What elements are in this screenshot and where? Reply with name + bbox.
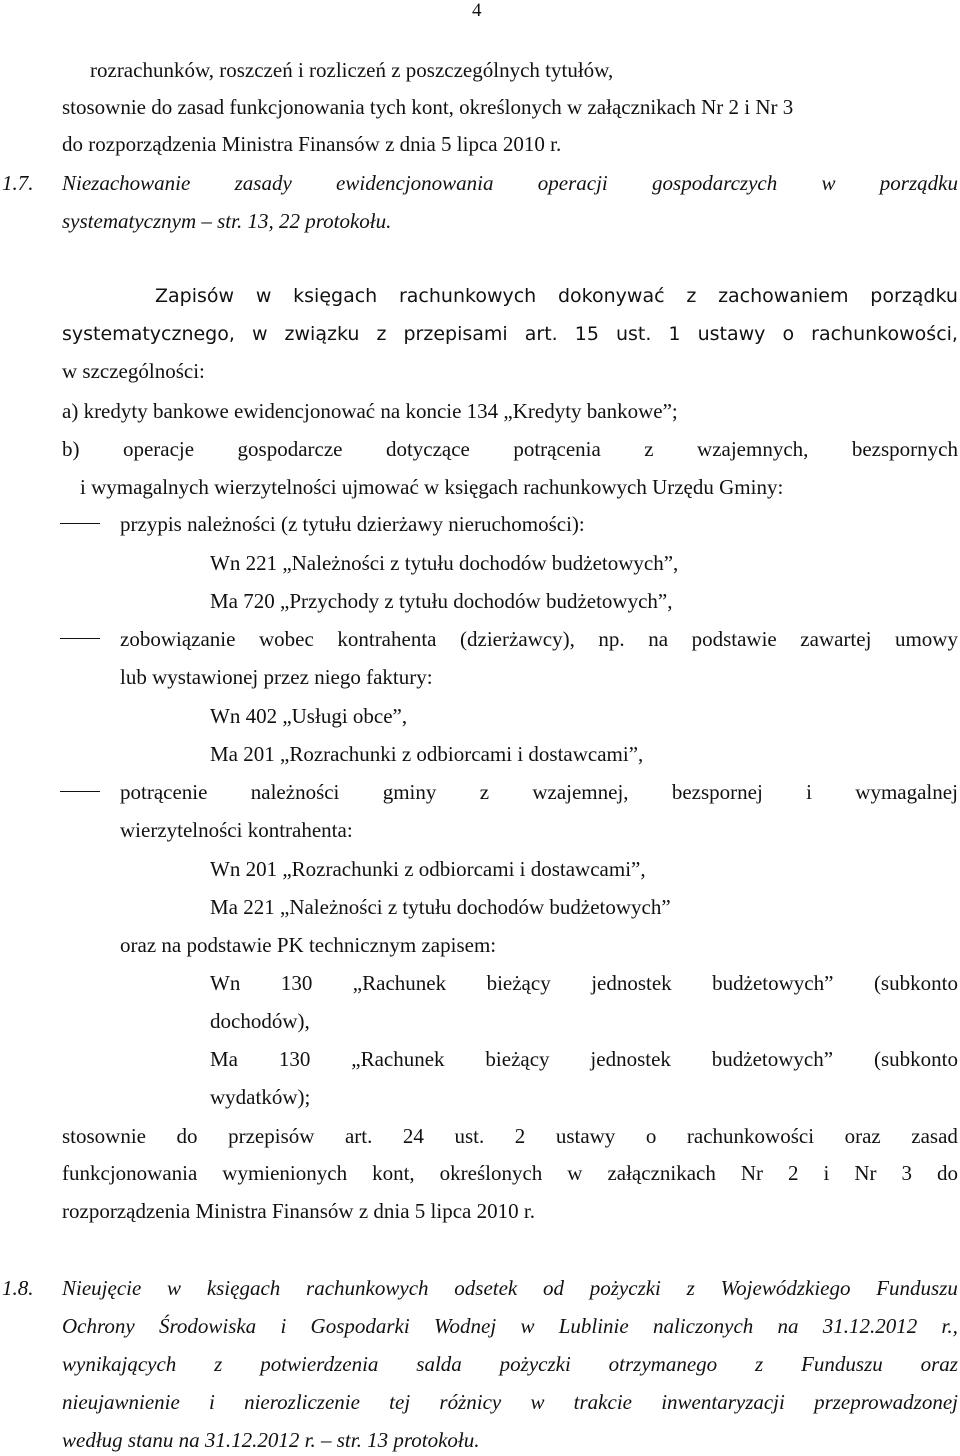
word: ustawy xyxy=(555,1124,616,1148)
word: Nieujęcie xyxy=(62,1276,142,1300)
text-line: rozrachunków, roszczeń i rozliczeń z poszczególnych tytułów, xyxy=(90,58,614,82)
entry-credit: Ma 221 „Należności z tytułu dochodów budżetowych” xyxy=(210,895,671,919)
word: Niezachowanie xyxy=(62,171,191,195)
section-heading xyxy=(62,1351,958,1377)
word: związku xyxy=(284,323,360,345)
word: z xyxy=(686,285,697,307)
word: 1 xyxy=(668,323,681,345)
word: zawartej xyxy=(800,627,872,651)
word: na xyxy=(648,627,669,651)
entry-credit: Ma 201 „Rozrachunki z odbiorcami i dostawcami”, xyxy=(210,742,644,766)
list-item xyxy=(120,779,958,805)
word: umowy xyxy=(894,627,958,651)
recommendation-line: w szczególności: xyxy=(62,359,205,383)
word: w xyxy=(821,171,836,195)
pk-note: oraz na podstawie PK technicznym zapisem: xyxy=(120,933,497,957)
word: Nr xyxy=(740,1161,764,1185)
list-item: wierzytelności kontrahenta: xyxy=(120,818,353,842)
dash-bullet xyxy=(60,791,100,792)
word: i xyxy=(280,1314,287,1338)
section-heading xyxy=(62,1389,958,1415)
word: nierozliczenie xyxy=(244,1390,360,1414)
word: i xyxy=(823,1161,830,1185)
conclusion-line xyxy=(62,1123,958,1149)
word: pożyczki xyxy=(589,1276,661,1300)
word: odsetek xyxy=(454,1276,518,1300)
entry-credit: Ma 720 „Przychody z tytułu dochodów budżetowych”, xyxy=(210,589,673,613)
list-item: przypis należności (z tytułu dzierżawy nieruchomości): xyxy=(120,512,585,536)
word: gminy xyxy=(382,780,437,804)
word: Wn xyxy=(210,971,241,995)
entry-debit: Wn 201 „Rozrachunki z odbiorcami i dostawcami”, xyxy=(210,857,646,881)
word: b) xyxy=(62,437,80,461)
word: rachunkowych xyxy=(398,285,537,307)
entry-debit xyxy=(210,970,958,996)
word: operacji xyxy=(537,171,608,195)
word: wymienionych xyxy=(222,1161,348,1185)
word: z xyxy=(686,1276,695,1300)
word: trakcie xyxy=(573,1390,632,1414)
word: należności xyxy=(250,780,340,804)
word: w xyxy=(255,285,272,307)
word: stosownie xyxy=(62,1124,146,1148)
word: 130 xyxy=(278,1047,311,1071)
list-item: lub wystawionej przez niego faktury: xyxy=(120,665,433,689)
word: gospodarcze xyxy=(237,437,343,461)
entry-debit: Wn 221 „Należności z tytułu dochodów budżetowych”, xyxy=(210,551,679,575)
word: rachunkowości xyxy=(686,1124,815,1148)
entry-credit: wydatków); xyxy=(210,1085,311,1109)
word: w xyxy=(567,1161,583,1185)
word: tej xyxy=(389,1390,411,1414)
word: o xyxy=(645,1124,657,1148)
word: potwierdzenia xyxy=(260,1352,379,1376)
word: 15 xyxy=(574,323,599,345)
word: (dzierżawcy), xyxy=(460,627,575,651)
word: pożyczki xyxy=(499,1352,571,1376)
word: ust. xyxy=(454,1124,485,1148)
word: Nr xyxy=(854,1161,877,1185)
word: potrącenie xyxy=(120,780,208,804)
word: bezspornej xyxy=(671,780,763,804)
section-heading xyxy=(62,1313,958,1339)
word: 2 xyxy=(514,1124,526,1148)
word: księgach xyxy=(293,285,378,307)
word: i xyxy=(209,1390,215,1414)
word: z xyxy=(214,1352,223,1376)
recommendation-line xyxy=(155,283,958,309)
word: zobowiązanie xyxy=(120,627,236,651)
word: określonych xyxy=(439,1161,543,1185)
word: Wojewódzkiego xyxy=(720,1276,851,1300)
word: podstawie xyxy=(691,627,777,651)
word: różnicy xyxy=(439,1390,502,1414)
entry-credit xyxy=(210,1046,958,1072)
word: Wodnej xyxy=(433,1314,497,1338)
word: w xyxy=(530,1390,545,1414)
word: wymagalnej xyxy=(855,780,958,804)
word: 130 xyxy=(280,971,313,995)
word: gospodarczych xyxy=(652,171,778,195)
word: Funduszu xyxy=(876,1276,958,1300)
text-line: stosownie do zasad funkcjonowania tych kont, określonych w załącznikach Nr 2 i Nr 3 xyxy=(62,95,794,119)
word: potrącenia xyxy=(513,437,601,461)
conclusion-line: rozporządzenia Ministra Finansów z dnia 5 lipca 2010 r. xyxy=(62,1199,535,1223)
word: budżetowych” xyxy=(711,1047,834,1071)
word: bieżący xyxy=(485,1047,550,1071)
word: i xyxy=(806,780,812,804)
word: „Rachunek xyxy=(352,971,447,995)
word: porządku xyxy=(870,285,958,307)
item-b xyxy=(62,436,958,462)
word: wynikających xyxy=(62,1352,177,1376)
word: Gospodarki xyxy=(310,1314,410,1338)
recommendation-line xyxy=(62,321,958,347)
word: z xyxy=(479,780,490,804)
word: na xyxy=(777,1314,799,1338)
word: o xyxy=(782,323,795,345)
item-a: a) kredyty bankowe ewidencjonować na koncie 134 „Kredyty bankowe”; xyxy=(62,399,678,423)
section-number: 1.7. xyxy=(2,171,34,195)
word: Funduszu xyxy=(801,1352,883,1376)
word: inwentaryzacji xyxy=(661,1390,785,1414)
word: zachowaniem xyxy=(718,285,849,307)
word: dotyczące xyxy=(385,437,470,461)
dash-bullet xyxy=(60,638,100,639)
section-heading: według stanu na 31.12.2012 r. – str. 13 protokołu. xyxy=(62,1428,480,1452)
word: art. xyxy=(524,323,558,345)
section-heading xyxy=(62,1275,958,1301)
word: w xyxy=(520,1314,535,1338)
word: w xyxy=(251,323,268,345)
word: wzajemnej, xyxy=(532,780,629,804)
section-heading xyxy=(62,170,958,196)
item-b: i wymagalnych wierzytelności ujmować w księgach rachunkowych Urzędu Gminy: xyxy=(80,475,784,499)
word: (subkonto xyxy=(873,971,958,995)
word: rachunkowych xyxy=(306,1276,429,1300)
word: zasad xyxy=(911,1124,958,1148)
word: 24 xyxy=(402,1124,424,1148)
word: Ma xyxy=(210,1047,238,1071)
dash-bullet xyxy=(60,523,100,524)
word: 2 xyxy=(788,1161,799,1185)
word: ewidencjonowania xyxy=(336,171,494,195)
word: kontrahenta xyxy=(337,627,437,651)
list-item xyxy=(120,626,958,652)
word: systematycznego, xyxy=(62,323,235,345)
word: Lublinie xyxy=(558,1314,629,1338)
word: ust. xyxy=(615,323,652,345)
page-number: 4 xyxy=(472,0,482,21)
word: zasady xyxy=(234,171,292,195)
word: od xyxy=(543,1276,564,1300)
word: naliczonych xyxy=(652,1314,754,1338)
word: „Rachunek xyxy=(351,1047,445,1071)
word: przepisów xyxy=(228,1124,315,1148)
word: z xyxy=(755,1352,764,1376)
word: wobec xyxy=(259,627,314,651)
word: przepisami xyxy=(403,323,508,345)
word: kont, xyxy=(372,1161,415,1185)
word: ustawy xyxy=(697,323,766,345)
word: jednostek xyxy=(591,971,672,995)
word: Środowiska xyxy=(158,1314,257,1338)
word: nieujawnienie xyxy=(62,1390,180,1414)
word: przeprowadzonej xyxy=(814,1390,958,1414)
text-line: do rozporządzenia Ministra Finansów z dnia 5 lipca 2010 r. xyxy=(62,132,562,156)
word: Ochrony xyxy=(62,1314,135,1338)
section-number: 1.8. xyxy=(2,1276,34,1300)
word: funkcjonowania xyxy=(62,1161,198,1185)
conclusion-line xyxy=(62,1160,958,1186)
word: dokonywać xyxy=(557,285,665,307)
word: salda xyxy=(416,1352,462,1376)
entry-debit: Wn 402 „Usługi obce”, xyxy=(210,704,408,728)
word: 3 xyxy=(901,1161,912,1185)
word: art. xyxy=(344,1124,373,1148)
word: porządku xyxy=(879,171,958,195)
section-heading: systematycznym – str. 13, 22 protokołu. xyxy=(62,209,392,233)
word: r., xyxy=(941,1314,958,1338)
word: do xyxy=(176,1124,198,1148)
word: bieżący xyxy=(486,971,551,995)
word: oraz xyxy=(844,1124,881,1148)
word: do xyxy=(936,1161,958,1185)
word: bezspornych xyxy=(851,437,958,461)
word: w xyxy=(167,1276,182,1300)
entry-debit: dochodów), xyxy=(210,1009,310,1033)
word: operacje xyxy=(122,437,195,461)
word: 31.12.2012 xyxy=(822,1314,918,1338)
word: Zapisów xyxy=(155,285,235,307)
word: załącznikach xyxy=(607,1161,716,1185)
word: z xyxy=(376,323,387,345)
word: otrzymanego xyxy=(608,1352,718,1376)
word: z xyxy=(644,437,654,461)
word: oraz xyxy=(920,1352,958,1376)
word: np. xyxy=(598,627,625,651)
word: rachunkowości, xyxy=(811,323,958,345)
word: księgach xyxy=(206,1276,281,1300)
word: (subkonto xyxy=(873,1047,958,1071)
word: budżetowych” xyxy=(712,971,834,995)
word: wzajemnych, xyxy=(697,437,809,461)
word: jednostek xyxy=(590,1047,671,1071)
